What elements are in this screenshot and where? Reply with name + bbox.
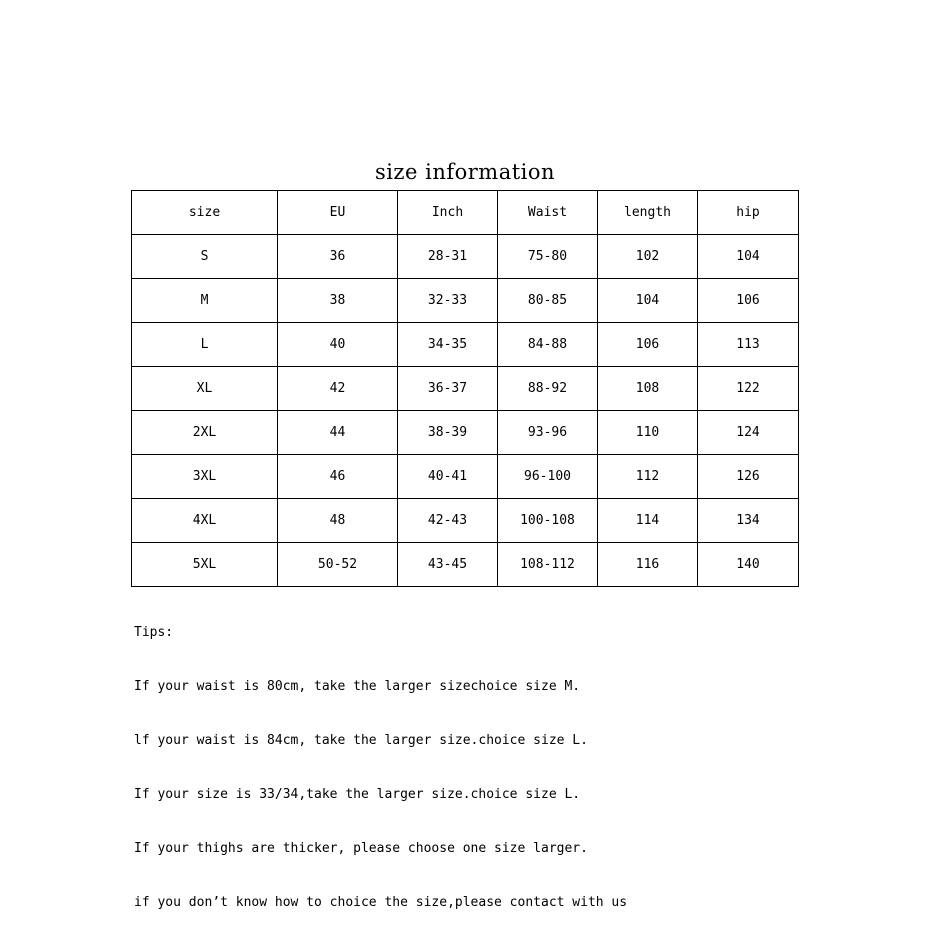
table-cell: 4XL bbox=[132, 499, 278, 543]
table-cell: 110 bbox=[598, 411, 698, 455]
table-cell: 114 bbox=[598, 499, 698, 543]
table-cell: M bbox=[132, 279, 278, 323]
table-cell: 126 bbox=[698, 455, 799, 499]
table-cell: 42 bbox=[278, 367, 398, 411]
table-cell: 2XL bbox=[132, 411, 278, 455]
table-cell: 102 bbox=[598, 235, 698, 279]
table-row bbox=[132, 279, 799, 323]
table-cell: L bbox=[132, 323, 278, 367]
table-row bbox=[132, 499, 799, 543]
header-cell-hip: hip bbox=[698, 191, 799, 235]
header-cell-waist: Waist bbox=[498, 191, 598, 235]
page-title: size information bbox=[374, 160, 556, 184]
table-cell: 112 bbox=[598, 455, 698, 499]
table-cell: 38 bbox=[278, 279, 398, 323]
table-row bbox=[132, 543, 799, 587]
tips-section bbox=[134, 588, 627, 930]
table-cell: 104 bbox=[698, 235, 799, 279]
table-cell: 96-100 bbox=[498, 455, 598, 499]
table-cell: 113 bbox=[698, 323, 799, 367]
table-row bbox=[132, 323, 799, 367]
table-cell: 88-92 bbox=[498, 367, 598, 411]
table-cell: 5XL bbox=[132, 543, 278, 587]
table-cell: 108-112 bbox=[498, 543, 598, 587]
table-row bbox=[132, 235, 799, 279]
table-cell: 124 bbox=[698, 411, 799, 455]
tips-line: If your size is 33/34,take the larger size.choice size L. bbox=[134, 787, 581, 802]
table-row bbox=[132, 411, 799, 455]
table-header-row bbox=[132, 191, 799, 235]
table-cell: 116 bbox=[598, 543, 698, 587]
table-cell: 100-108 bbox=[498, 499, 598, 543]
table-cell: 36 bbox=[278, 235, 398, 279]
table-cell: 34-35 bbox=[398, 323, 498, 367]
table-cell: 42-43 bbox=[398, 499, 498, 543]
tips-line: if you don’t know how to choice the size,please contact with us bbox=[134, 895, 628, 910]
table-cell: 36-37 bbox=[398, 367, 498, 411]
table-cell: 122 bbox=[698, 367, 799, 411]
table-cell: 38-39 bbox=[398, 411, 498, 455]
table-row bbox=[132, 367, 799, 411]
table-cell: 50-52 bbox=[278, 543, 398, 587]
table-cell: 46 bbox=[278, 455, 398, 499]
header-cell-inch: Inch bbox=[398, 191, 498, 235]
table-cell: 32-33 bbox=[398, 279, 498, 323]
table-cell: 80-85 bbox=[498, 279, 598, 323]
table-cell: 3XL bbox=[132, 455, 278, 499]
table-cell: 40 bbox=[278, 323, 398, 367]
table-cell: 140 bbox=[698, 543, 799, 587]
table-cell: 44 bbox=[278, 411, 398, 455]
size-table bbox=[131, 190, 799, 587]
table-cell: 28-31 bbox=[398, 235, 498, 279]
header-cell-eu: EU bbox=[278, 191, 398, 235]
tips-line: If your thighs are thicker, please choose one size larger. bbox=[134, 841, 588, 856]
table-cell: 93-96 bbox=[498, 411, 598, 455]
table-cell: S bbox=[132, 235, 278, 279]
table-cell: 108 bbox=[598, 367, 698, 411]
table-cell: 84-88 bbox=[498, 323, 598, 367]
table-cell: 104 bbox=[598, 279, 698, 323]
table-cell: 48 bbox=[278, 499, 398, 543]
table-cell: 106 bbox=[698, 279, 799, 323]
tips-heading: Tips: bbox=[134, 625, 174, 640]
tips-line: If your waist is 80cm, take the larger sizechoice size M. bbox=[134, 679, 581, 694]
table-cell: 106 bbox=[598, 323, 698, 367]
table-cell: 43-45 bbox=[398, 543, 498, 587]
table-cell: 40-41 bbox=[398, 455, 498, 499]
table-row bbox=[132, 455, 799, 499]
table-cell: 75-80 bbox=[498, 235, 598, 279]
tips-line: lf your waist is 84cm, take the larger size.choice size L. bbox=[134, 733, 588, 748]
header-cell-size: size bbox=[132, 191, 278, 235]
header-cell-length: length bbox=[598, 191, 698, 235]
table-cell: XL bbox=[132, 367, 278, 411]
table-cell: 134 bbox=[698, 499, 799, 543]
